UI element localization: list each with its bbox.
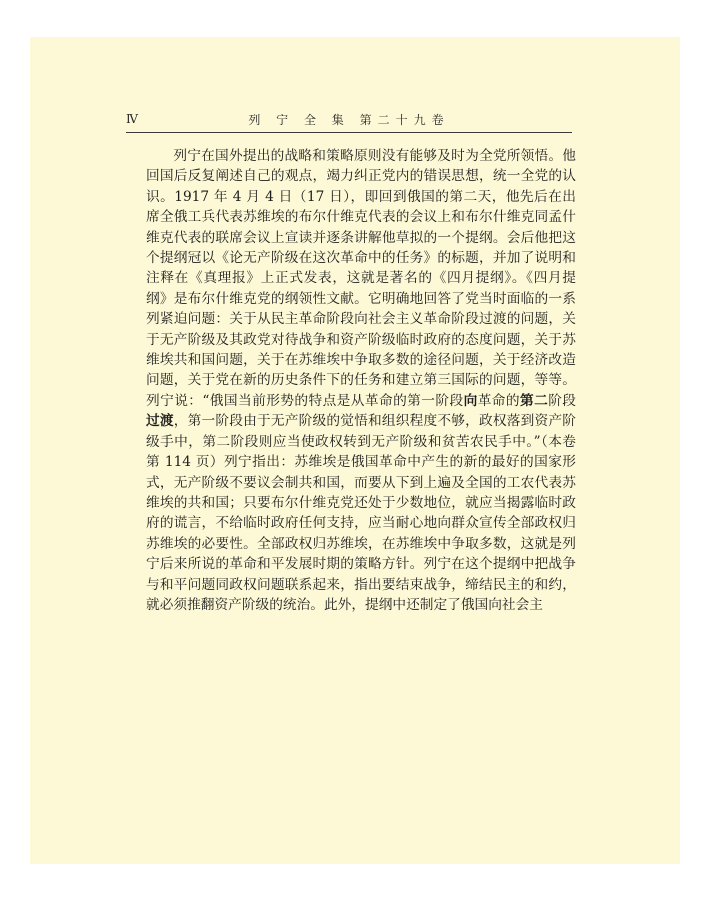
body-text <box>146 146 576 615</box>
running-title: 列 宁 全 集 第二十九卷 <box>248 113 450 127</box>
text-segment: ，第一阶段由于无产阶级的觉悟和组织程度不够，政权落到资产阶级手中，第二阶段则应当使政权转到无产阶级和贫苦农民手中。”（本卷第 114 页）列宁指出：苏维埃是俄国革命中产生的新的最好的国家形式，无产阶级不要议会制共和国，而要从下到上遍及全国的工农代表苏维埃的共和国；只要布尔什维克党还处于少数地位，就应当揭露临时政府的谎言，不给临时政府任何支持，应当耐心地向群众宣传全部政权归苏维埃的必要性。全部政权归苏维埃，在苏维埃中争取多数，这就是列宁后来所说的革命和平发展时期的策略方针。列宁在这个提纲中把战争与和平问题同政权问题联系起来，指出要结束战争，缔结民主的和约，就必须推翻资产阶级的统治。此外，提纲中还制定了俄国向社会主 <box>146 413 576 613</box>
emphasis-text: 第二 <box>519 392 549 409</box>
text-segment: 阶段 <box>548 392 576 409</box>
emphasis-text: 过渡 <box>146 413 174 430</box>
text-segment: 革命的 <box>477 392 520 409</box>
page-number: Ⅳ <box>126 112 138 126</box>
emphasis-text: 向 <box>463 392 478 409</box>
text-segment: 列宁在国外提出的战略和策略原则没有能够及时为全党所领悟。他回国后反复阐述自己的观点，竭力纠正党内的错误思想，统一全党的认识。1917 年 4 月 4 日（17 日），即回到俄国的第二天，他先后在出席全俄工兵代表苏维埃的布尔什维克代表的会议上和布尔什维克同孟什维克代表的联席会议上宣读并逐条讲解他草拟的一个提纲。会后他把这个提纲冠以《论无产阶级在这次革命中的任务》的标题，并加了说明和注释在《真理报》上正式发表，这就是著名的《四月提纲》。《四月提纲》是布尔什维克党的纲领性文献。它明确地回答了党当时面临的一系列紧迫问题：关于从民主革命阶段向社会主义革命阶段过渡的问题，关于无产阶级及其政党对待战争和资产阶级临时政府的态度问题，关于苏维埃共和国问题，关于在苏维埃中争取多数的途径问题，关于经济改造问题，关于党在新的历史条件下的任务和建立第三国际的问题，等等。列宁说：“俄国当前形势的特点是从革命的第一阶段 <box>146 148 576 409</box>
paragraph <box>146 146 576 615</box>
running-header <box>126 110 572 133</box>
